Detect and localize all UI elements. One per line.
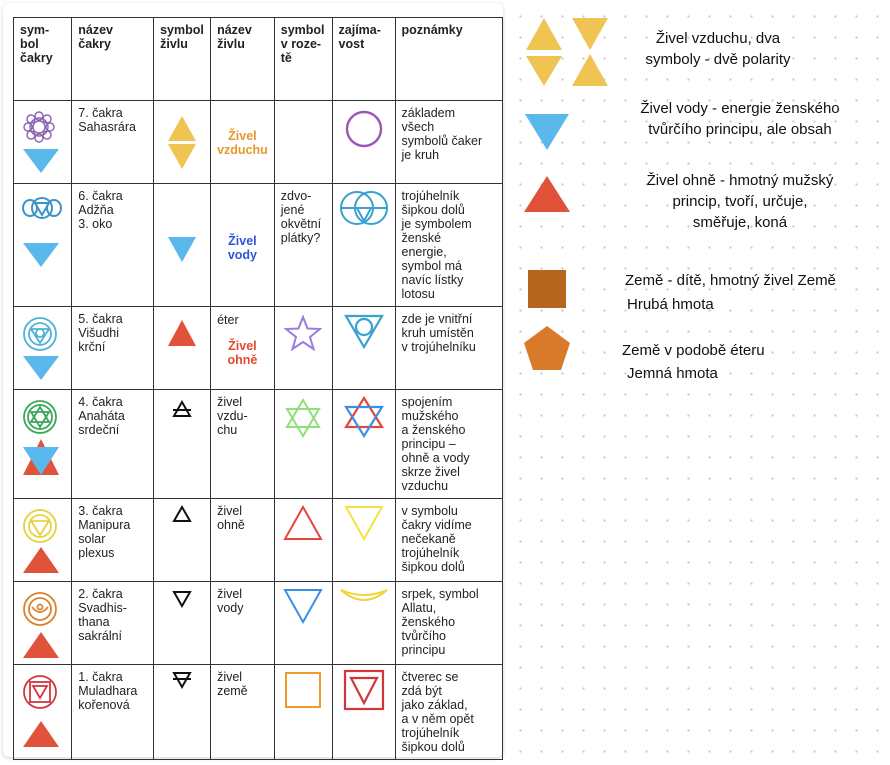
chakra-name: 2. čakra Svadhis- thana sakrální: [72, 582, 154, 665]
curiosity-cell: [332, 307, 395, 390]
element-name-cell: [211, 101, 275, 184]
chakra-symbol-cell: [14, 184, 72, 307]
element-name: živel země: [211, 665, 275, 760]
element-name: živel vody: [211, 582, 275, 665]
table-row: [14, 582, 503, 665]
rosette-cell: [274, 582, 332, 665]
table-row: [14, 665, 503, 760]
note: trojúhelník šipkou dolů je symbolem ženské energie, symbol má navíc lístky lotosu: [395, 184, 502, 307]
chakra-name: 3. čakra Manipura solar plexus: [72, 499, 154, 582]
table-row: [14, 499, 503, 582]
chakra-name: 4. čakra Anaháta srdeční: [72, 390, 154, 499]
element-name-ether: éter: [217, 313, 239, 327]
curiosity-cell: [332, 101, 395, 184]
chakra-symbol-cell: [14, 307, 72, 390]
root-chakra-icon: [22, 674, 58, 710]
element-name-cell: [211, 184, 275, 307]
legend-earth-line1: Země - dítě, hmotný živel Země: [625, 272, 836, 289]
lotus-crown-icon: [22, 110, 56, 144]
water-alchemy-icon: [172, 590, 192, 608]
header-notes: poznámky: [395, 18, 502, 101]
fire-triangle-icon: [22, 631, 60, 659]
crescent-icon: [339, 586, 389, 608]
solar-plexus-icon: [22, 508, 58, 544]
curiosity-cell: [332, 390, 395, 499]
chakra-symbol-cell: [14, 101, 72, 184]
fire-legend-icon: [522, 174, 572, 214]
curiosity-cell: [332, 184, 395, 307]
header-chakra-name: název čakry: [72, 18, 154, 101]
table-row: [14, 101, 503, 184]
element-symbol-cell: [154, 582, 211, 665]
legend-fire: Živel ohně - hmotný mužský princip, tvoří, určuje, směřuje, koná: [646, 172, 834, 231]
circle-icon: [344, 109, 384, 149]
header-curiosity: zajíma- vost: [332, 18, 395, 101]
water-triangle-icon: [22, 241, 60, 269]
fire-triangle-icon: [22, 546, 60, 574]
earth-alchemy-icon: [172, 671, 192, 689]
vesica-piscis-icon: [339, 188, 389, 228]
chakra-symbol-cell: [14, 390, 72, 499]
element-symbol-cell: [154, 665, 211, 760]
table-row: [14, 307, 503, 390]
triangle-down-outline-icon: [344, 505, 384, 541]
chakra-name: 5. čakra Višudhi krční: [72, 307, 154, 390]
document-card: [3, 3, 503, 757]
air-alchemy-icon: [172, 400, 192, 418]
hexagram-green-icon: [283, 398, 323, 438]
water-triangle-icon: [22, 147, 60, 175]
note: čtverec se zdá být jako základ, a v něm opět trojúhelník šipkou dolů: [395, 665, 502, 760]
water-legend-icon: [524, 112, 570, 152]
air-element-icon: [167, 115, 197, 171]
table-row: [14, 390, 503, 499]
element-symbol-cell: [154, 307, 211, 390]
earth-legend-icon: [528, 270, 566, 308]
chakra-name: 6. čakra Adžňa 3. oko: [72, 184, 154, 307]
element-name: Živel vzduchu: [217, 129, 268, 157]
sacral-chakra-icon: [22, 591, 58, 627]
note: spojením mužského a ženského principu – ohně a vody skrze živel vzduchu: [395, 390, 502, 499]
square-outline-icon: [284, 671, 322, 709]
throat-chakra-icon: [22, 316, 58, 352]
note: v symbolu čakry vidíme nečekaně trojúhelník šipkou dolů: [395, 499, 502, 582]
chakra-symbol-cell: [14, 499, 72, 582]
rosette-cell: [274, 499, 332, 582]
rosette-cell: [274, 665, 332, 760]
legend-air: Živel vzduchu, dva symboly - dvě polarity: [645, 30, 791, 68]
header-rosette-symbol: symbol v roze- tě: [274, 18, 332, 101]
hexagram-red-blue-icon: [343, 396, 385, 438]
header-element-symbol: symbol živlu: [154, 18, 211, 101]
air-legend-icon: [522, 16, 614, 88]
square-triangle-icon: [343, 669, 385, 711]
curiosity-cell: [332, 582, 395, 665]
element-symbol-cell: [154, 101, 211, 184]
water-element-icon: [167, 236, 197, 264]
star-outline-icon: [284, 315, 322, 351]
third-eye-icon: [22, 193, 62, 223]
fire-triangle-icon: [22, 720, 60, 748]
triangle-down-blue-icon: [283, 588, 323, 624]
rosette-text: zdvo- jené okvětní plátky?: [274, 184, 332, 307]
water-triangle-icon: [22, 354, 60, 382]
element-symbol-cell: [154, 499, 211, 582]
element-name: Živel ohně: [227, 339, 258, 367]
chakra-table: [13, 17, 503, 760]
element-name: živel ohně: [211, 499, 275, 582]
rosette-cell: [274, 307, 332, 390]
rosette-cell: [274, 101, 332, 184]
header-symbol-chakra: sym- bol čakry: [14, 18, 72, 101]
element-name: Živel vody: [227, 234, 257, 262]
element-name-cell: [211, 307, 275, 390]
header-element-name: název živlu: [211, 18, 275, 101]
curiosity-cell: [332, 499, 395, 582]
chakra-name: 1. čakra Muladhara kořenová: [72, 665, 154, 760]
legend-ether-line1: Země v podobě éteru: [622, 342, 765, 359]
heart-chakra-icon: [22, 399, 58, 435]
chakra-name: 7. čakra Sahasrára: [72, 101, 154, 184]
chakra-symbol-cell: [14, 665, 72, 760]
element-symbol-cell: [154, 390, 211, 499]
chakra-symbol-cell: [14, 582, 72, 665]
fire-alchemy-icon: [172, 505, 192, 523]
note: srpek, symbol Allatu, ženského tvůrčího principu: [395, 582, 502, 665]
note: zde je vnitřní kruh umístěn v trojúhelníku: [395, 307, 502, 390]
legend-ether-line2: Jemná hmota: [627, 365, 718, 382]
curiosity-cell: [332, 665, 395, 760]
element-symbol-cell: [154, 184, 211, 307]
note: základem všech symbolů čaker je kruh: [395, 101, 502, 184]
fire-element-icon: [167, 319, 197, 347]
legend-water: Živel vody - energie ženského tvůrčího principu, ale obsah: [640, 100, 840, 138]
table-row: [14, 184, 503, 307]
element-name: živel vzdu- chu: [211, 390, 275, 499]
triangle-circle-icon: [344, 313, 384, 349]
ether-legend-icon: [522, 324, 572, 372]
triangle-up-outline-icon: [283, 505, 323, 541]
rosette-cell: [274, 390, 332, 499]
fire-water-combined-icon: [22, 437, 60, 477]
legend-earth-line2: Hrubá hmota: [627, 296, 714, 313]
